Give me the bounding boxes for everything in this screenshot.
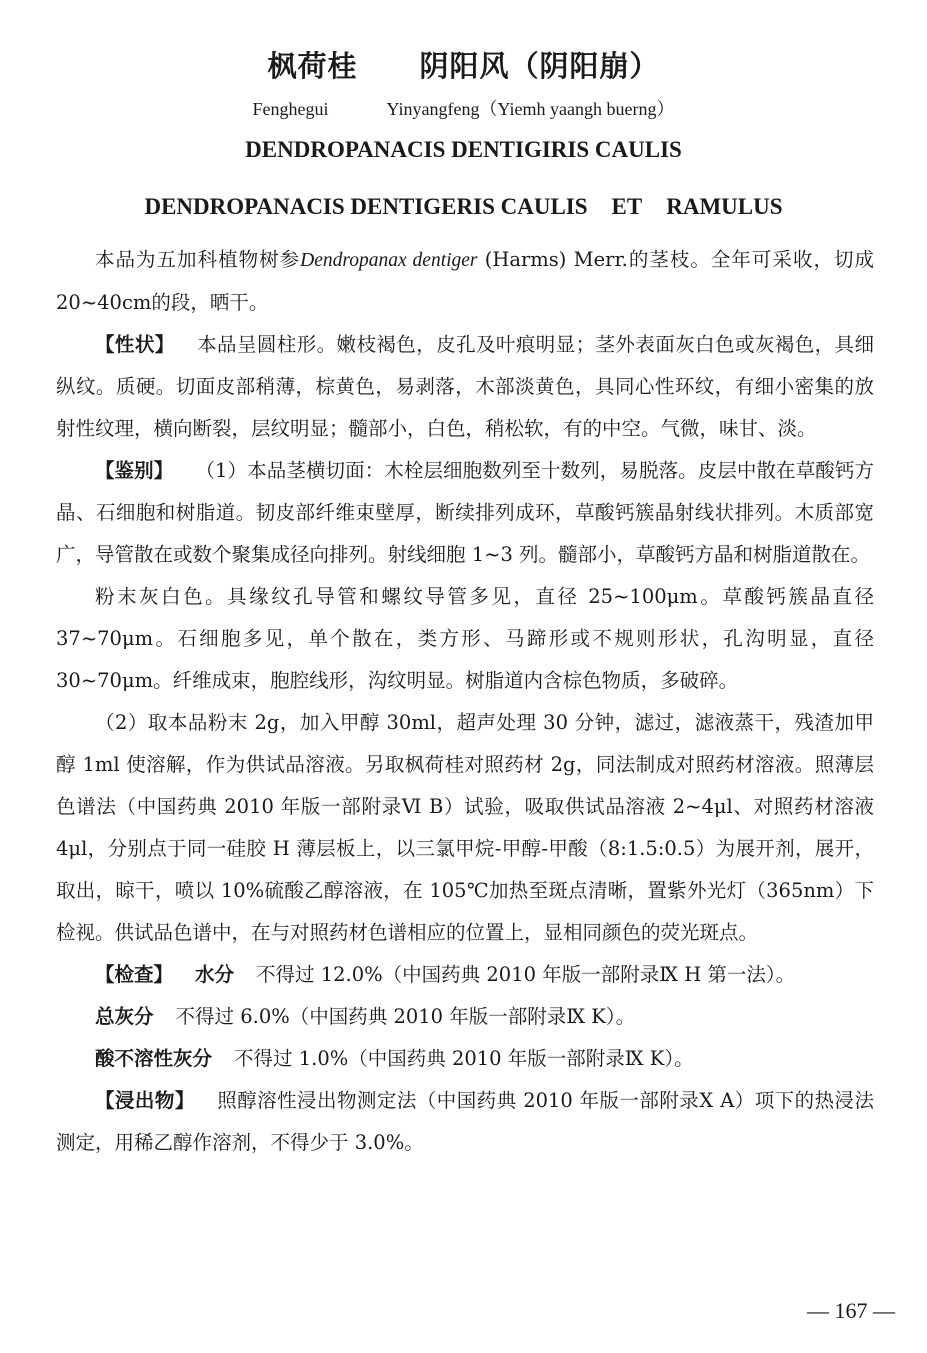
total-ash-text: 不得过 6.0%（中国药典 2010 年版一部附录Ⅸ K）。 <box>175 1005 636 1028</box>
extract-label: 【浸出物】 <box>95 1089 195 1112</box>
monograph-body <box>56 239 874 1164</box>
latin-name-2b: ET <box>611 194 643 219</box>
title-name-cn: 枫荷桂 <box>267 49 358 83</box>
water-text: 不得过 12.0%（中国药典 2010 年版一部附录Ⅸ H 第一法）。 <box>256 963 796 986</box>
page-number: — 167 — <box>807 1298 895 1323</box>
character-paragraph <box>56 324 874 450</box>
species-name: Dendropanax dentiger <box>300 250 478 271</box>
character-label: 【性状】 <box>95 333 175 356</box>
identification-label: 【鉴别】 <box>95 459 174 482</box>
monograph-pinyin <box>0 95 927 121</box>
water-label: 水分 <box>195 963 235 986</box>
identification-paragraph-3: （2）取本品粉末 2g，加入甲醇 30ml，超声处理 30 分钟，滤过，滤液蒸干，残渣加甲醇 1ml 使溶解，作为供试品溶液。另取枫荷桂对照药材 2g，同法制成对照药材溶液。照薄层色谱法（中国药典 2010 年版一部附录Ⅵ B）试验，吸取供试品溶液 2~4μl、对照药材溶液 4μl，分别点于同一硅胶 H 薄层板上，以三氯甲烷-甲醇-甲酸（8:1.5:0.5）为展开剂，展开，取出，晾干，喷以 10%硫酸乙醇溶液，在 105℃加热至斑点清晰，置紫外光灯（365nm）下检视。供试品色谱中，在与对照药材色谱相应的位置上，显相同颜色的荧光斑点。 <box>56 711 874 944</box>
latin-name-2a: DENDROPANACIS DENTIGERIS CAULIS <box>144 194 588 219</box>
identification-paragraph-2: 粉末灰白色。具缘纹孔导管和螺纹导管多见，直径 25~100μm。草酸钙簇晶直径 37~70μm。石细胞多见，单个散在，类方形、马蹄形或不规则形状，孔沟明显，直径 30~70μm。纤维成束，胞腔线形，沟纹明显。树脂道内含棕色物质，多破碎。 <box>56 585 874 692</box>
extract-text: 照醇溶性浸出物测定法（中国药典 2010 年版一部附录Ⅹ A）项下的热浸法测定，用稀乙醇作溶剂，不得少于 3.0%。 <box>56 1089 874 1154</box>
extract-paragraph <box>56 1080 874 1164</box>
intro-paragraph: 本品为五加科植物树参Dendropanax dentiger (Harms) Merr.的茎枝。全年可采收，切成20~40cm的段，晒干。 <box>56 248 874 314</box>
latin-name-2 <box>0 194 927 220</box>
monograph-title <box>0 44 927 85</box>
acid-ash-text: 不得过 1.0%（中国药典 2010 年版一部附录Ⅸ K）。 <box>234 1047 694 1070</box>
title-name-pinyin: Fenghegui <box>252 99 329 119</box>
acid-ash-paragraph <box>56 1038 874 1080</box>
inspection-paragraph <box>56 954 874 996</box>
inspection-label: 【检查】 <box>95 963 174 986</box>
latin-name-1: DENDROPANACIS DENTIGIRIS CAULIS <box>245 137 682 162</box>
title-alt-name-cn: 阴阳风（阴阳崩） <box>419 49 660 83</box>
character-text: 本品呈圆柱形。嫩枝褐色，皮孔及叶痕明显；茎外表面灰白色或灰褐色，具细纵纹。质硬。切面皮部稍薄，棕黄色，易剥落，木部淡黄色，具同心性环纹，有细小密集的放射性纹理，横向断裂，层纹明显；髓部小，白色，稍松软，有的中空。气微，味甘、淡。 <box>56 333 874 440</box>
total-ash-paragraph <box>56 996 874 1038</box>
title-alt-name-pinyin: Yinyangfeng（Yiemh yaangh buerng） <box>386 99 675 119</box>
total-ash-label: 总灰分 <box>95 1005 154 1028</box>
identification-text-1: （1）本品茎横切面：木栓层细胞数列至十数列，易脱落。皮层中散在草酸钙方晶、石细胞和树脂道。韧皮部纤维束壁厚，断续排列成环，草酸钙簇晶射线状排列。木质部宽广，导管散在或数个聚集成径向排列。射线细胞 1~3 列。髓部小，草酸钙方晶和树脂道散在。 <box>56 459 874 566</box>
identification-paragraph-1 <box>56 450 874 576</box>
acid-ash-label: 酸不溶性灰分 <box>95 1047 213 1070</box>
latin-name-2c: RAMULUS <box>666 194 783 219</box>
